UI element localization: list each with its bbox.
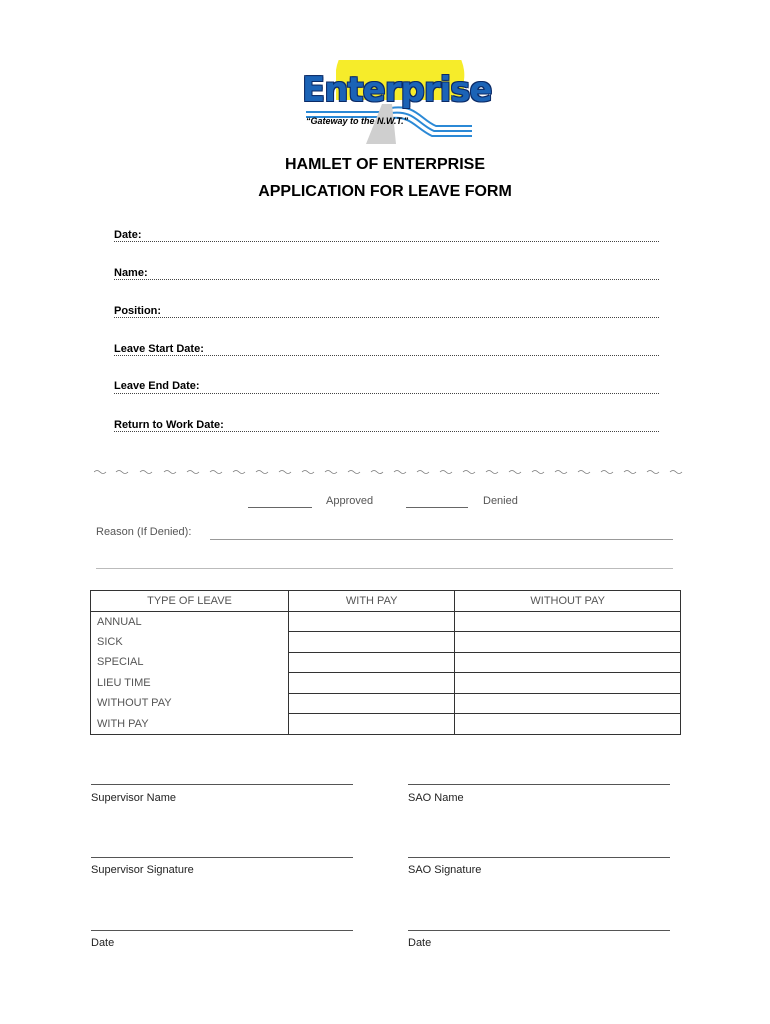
- sao-signature-label: SAO Signature: [408, 864, 482, 876]
- page-title: HAMLET OF ENTERPRISE: [284, 156, 485, 173]
- return-to-work-date-label: Return to Work Date:: [114, 419, 224, 431]
- table-row: [91, 632, 681, 653]
- sao-name-field[interactable]: [408, 784, 670, 785]
- sao-signature-field[interactable]: [408, 857, 670, 858]
- with-pay-cell[interactable]: [289, 632, 455, 653]
- with-pay-cell[interactable]: [289, 652, 455, 673]
- without-pay-header: WITHOUT PAY: [455, 591, 681, 612]
- date-field[interactable]: [114, 241, 659, 242]
- leave-type-without-pay: WITHOUT PAY: [91, 693, 289, 714]
- without-pay-cell[interactable]: [455, 611, 681, 632]
- table-row: [91, 673, 681, 694]
- reason-field[interactable]: [210, 539, 673, 540]
- with-pay-cell[interactable]: [289, 673, 455, 694]
- position-field[interactable]: [114, 317, 659, 318]
- supervisor-signature-label: Supervisor Signature: [91, 864, 194, 876]
- leave-type-lieu-time: LIEU TIME: [91, 673, 289, 694]
- name-field[interactable]: [114, 279, 659, 280]
- supervisor-signature-field[interactable]: [91, 857, 353, 858]
- form-title: APPLICATION FOR LEAVE FORM: [258, 183, 512, 200]
- table-row: [91, 693, 681, 714]
- table-row: [91, 714, 681, 735]
- with-pay-cell[interactable]: [289, 693, 455, 714]
- return-to-work-date-field[interactable]: [114, 431, 659, 432]
- sao-date-field[interactable]: [408, 930, 670, 931]
- leave-type-sick: SICK: [91, 632, 289, 653]
- logo-wordmark: Enterprise: [302, 70, 492, 110]
- logo-tagline: “Gateway to the N.W.T.”: [306, 116, 409, 126]
- supervisor-name-label: Supervisor Name: [91, 792, 176, 804]
- denied-label: Denied: [483, 495, 518, 507]
- without-pay-cell[interactable]: [455, 673, 681, 694]
- without-pay-cell[interactable]: [455, 693, 681, 714]
- reason-field-continued[interactable]: [96, 568, 673, 569]
- table-header-row: [91, 591, 681, 612]
- leave-start-date-label: Leave Start Date:: [114, 343, 204, 355]
- without-pay-cell[interactable]: [455, 714, 681, 735]
- position-label: Position:: [114, 305, 162, 317]
- leave-end-date-label: Leave End Date:: [114, 380, 200, 392]
- enterprise-logo: [296, 60, 492, 144]
- wavy-separator-icon: [94, 462, 684, 482]
- leave-type-with-pay: WITH PAY: [91, 714, 289, 735]
- date-label: Date:: [114, 229, 142, 241]
- leave-type-annual: ANNUAL: [91, 611, 289, 632]
- without-pay-cell[interactable]: [455, 652, 681, 673]
- denied-checkbox-line[interactable]: [406, 497, 468, 508]
- sao-date-label: Date: [408, 937, 432, 949]
- with-pay-cell[interactable]: [289, 611, 455, 632]
- reason-label: Reason (If Denied):: [96, 526, 192, 538]
- type-of-leave-header: TYPE OF LEAVE: [91, 591, 289, 612]
- approved-label: Approved: [326, 495, 374, 507]
- with-pay-header: WITH PAY: [289, 591, 455, 612]
- leave-type-table: [90, 590, 681, 735]
- leave-type-special: SPECIAL: [91, 652, 289, 673]
- with-pay-cell[interactable]: [289, 714, 455, 735]
- supervisor-date-field[interactable]: [91, 930, 353, 931]
- without-pay-cell[interactable]: [455, 632, 681, 653]
- sao-name-label: SAO Name: [408, 792, 464, 804]
- approved-checkbox-line[interactable]: [248, 497, 312, 508]
- leave-start-date-field[interactable]: [114, 355, 659, 356]
- supervisor-date-label: Date: [91, 937, 115, 949]
- table-row: [91, 652, 681, 673]
- table-row: [91, 611, 681, 632]
- name-label: Name:: [114, 267, 148, 279]
- supervisor-name-field[interactable]: [91, 784, 353, 785]
- leave-end-date-field[interactable]: [114, 393, 659, 394]
